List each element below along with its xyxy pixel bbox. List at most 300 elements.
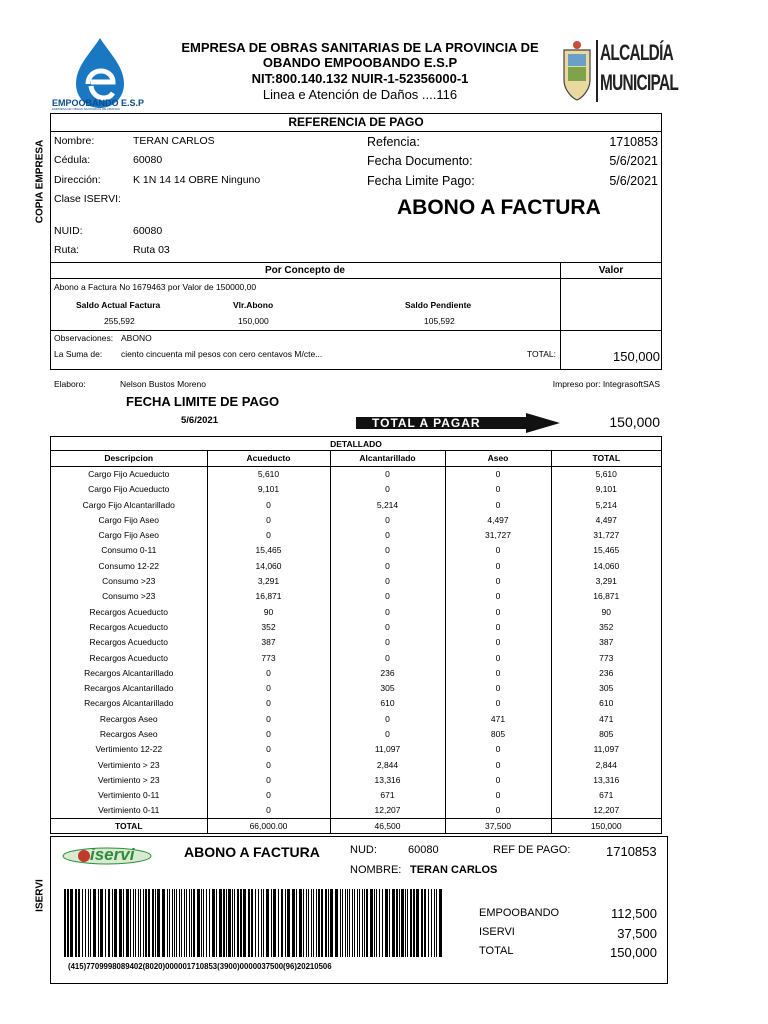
table-cell: 0 <box>445 757 551 772</box>
table-cell: Consumo >23 <box>102 576 156 587</box>
logo-text: EMPOOBANDO E.S.P <box>52 98 145 108</box>
barcode-bar <box>186 889 187 957</box>
barcode-bar <box>67 889 69 957</box>
iservi-logo <box>62 844 152 866</box>
table-cell: Vertimiento > 23 <box>97 759 160 770</box>
barcode-bar <box>93 889 96 957</box>
coupon-iservi-label: ISERVI <box>479 926 515 938</box>
table-cell: 471 <box>551 711 661 726</box>
table-cell: 0 <box>207 711 330 726</box>
barcode-bar <box>157 889 160 957</box>
table-cell: 0 <box>207 665 330 680</box>
table-cell: 0 <box>330 466 445 481</box>
table-cell: 610 <box>551 696 661 711</box>
table-row <box>51 466 661 481</box>
table-cell: 90 <box>207 604 330 619</box>
col-descripcion: Descripcion <box>51 451 207 466</box>
barcode-bar <box>306 889 307 957</box>
table-cell: 0 <box>207 696 330 711</box>
barcode-bar <box>287 889 290 957</box>
crest-icon <box>560 40 594 102</box>
barcode-bar <box>340 889 341 957</box>
barcode-bar <box>70 889 73 957</box>
totals-row <box>51 818 661 833</box>
barcode-bar <box>345 889 346 957</box>
barcode-bar <box>223 889 225 957</box>
table-cell: 0 <box>330 558 445 573</box>
barcode-bar <box>251 889 253 957</box>
barcode-bar <box>379 889 380 957</box>
direccion-label: Dirección: <box>54 174 101 186</box>
table-cell: Recargos Alcantarillado <box>84 698 174 709</box>
fecha-lim-label: Fecha Limite Pago: <box>367 174 475 188</box>
table-cell: Vertimiento 12-22 <box>95 744 163 755</box>
table-cell: 471 <box>445 711 551 726</box>
iservi-logo-text: iservi <box>90 845 135 864</box>
table-row <box>51 558 661 573</box>
barcode-text: (415)7709998089402(8020)000001710853(3900)0000037500(96)20210506 <box>68 962 332 971</box>
table-row <box>51 619 661 634</box>
barcode-bar <box>179 889 180 957</box>
barcode-bar <box>193 889 195 957</box>
coupon-title: ABONO A FACTURA <box>184 844 320 860</box>
ruta-label: Ruta: <box>54 244 80 256</box>
barcode-bar <box>174 889 175 957</box>
fecha-doc-label: Fecha Documento: <box>367 154 473 168</box>
barcode-bar <box>219 889 222 957</box>
barcode-bar <box>354 889 355 957</box>
table-cell: 0 <box>445 665 551 680</box>
table-cell: 0 <box>330 650 445 665</box>
damage-line: Linea e Atención de Daños ....116 <box>262 87 458 102</box>
table-cell: 0 <box>330 573 445 588</box>
barcode-bar <box>119 889 122 957</box>
table-cell: 0 <box>445 696 551 711</box>
table-cell: 31,727 <box>551 527 661 542</box>
clase-label: Clase ISERVI: <box>54 193 121 205</box>
fecha-lim-value: 5/6/2021 <box>609 174 658 188</box>
table-cell: 0 <box>445 604 551 619</box>
table-cell: 5,214 <box>551 497 661 512</box>
table-cell: Recargos Acueducto <box>89 652 168 663</box>
barcode-bar <box>240 889 242 957</box>
coupon-nud-label: NUD: <box>350 844 377 856</box>
table-row <box>51 742 661 757</box>
barcode-icon <box>64 889 444 957</box>
barcode-bar <box>169 889 170 957</box>
barcode-bar <box>296 889 297 957</box>
table-cell: Cargo Fijo Acueducto <box>88 484 170 495</box>
barcode-bar <box>191 889 192 957</box>
table-cell: 236 <box>330 665 445 680</box>
table-cell: 805 <box>445 726 551 741</box>
table-cell: 0 <box>330 604 445 619</box>
table-cell: Recargos Aseo <box>99 713 158 724</box>
barcode-bar <box>232 889 233 957</box>
barcode-bar <box>248 889 250 957</box>
barcode-bar <box>85 889 86 957</box>
barcode-bar <box>292 889 295 957</box>
table-cell: 0 <box>207 772 330 787</box>
table-cell: 671 <box>551 788 661 803</box>
detail-table <box>51 451 661 833</box>
fecha-limite-value: 5/6/2021 <box>181 415 218 426</box>
barcode-bar <box>362 889 363 957</box>
table-cell: 305 <box>330 680 445 695</box>
barcode-bar <box>330 889 333 957</box>
table-cell: 14,060 <box>207 558 330 573</box>
table-cell: 31,727 <box>445 527 551 542</box>
table-row <box>51 543 661 558</box>
saldo-actual-value: 255,592 <box>104 316 135 326</box>
saldo-actual-label: Saldo Actual Factura <box>76 300 161 310</box>
table-cell: Consumo 0-11 <box>101 545 157 556</box>
barcode-bar <box>316 889 317 957</box>
barcode-bar <box>234 889 235 957</box>
coupon-total-label: TOTAL <box>479 945 514 957</box>
table-cell: 0 <box>445 619 551 634</box>
table-cell: 15,465 <box>551 543 661 558</box>
barcode-bar <box>313 889 314 957</box>
direccion-value: K 1N 14 14 OBRE Ninguno <box>133 174 261 186</box>
table-row <box>51 604 661 619</box>
alcaldia-divider <box>596 40 598 102</box>
barcode-bar <box>228 889 231 957</box>
total-label: TOTAL: <box>527 349 556 359</box>
table-cell: 773 <box>207 650 330 665</box>
barcode-bar <box>172 889 173 957</box>
barcode-bar <box>385 889 388 957</box>
barcode-bar <box>203 889 204 957</box>
table-row <box>51 711 661 726</box>
barcode-bar <box>431 889 432 957</box>
table-cell: 12,207 <box>330 803 445 818</box>
coupon-empoobando-value: 112,500 <box>610 906 657 921</box>
barcode-bar <box>273 889 276 957</box>
nuid-label: NUID: <box>54 225 83 237</box>
vlr-abono-value: 150,000 <box>238 316 269 326</box>
table-cell: Cargo Fijo Alcantarillado <box>82 499 175 510</box>
table-cell: Consumo >23 <box>102 591 156 602</box>
cedula-value: 60080 <box>133 154 163 166</box>
table-cell: 0 <box>330 726 445 741</box>
table-cell: 0 <box>330 482 445 497</box>
table-cell: 0 <box>445 803 551 818</box>
table-cell: 0 <box>330 527 445 542</box>
valor-header: Valor <box>598 265 624 276</box>
totals-acueducto: 66,000.00 <box>207 818 330 833</box>
barcode-bar <box>382 889 383 957</box>
table-cell: 0 <box>445 543 551 558</box>
total-a-pagar-value: 150,000 <box>609 414 660 430</box>
municipal-crest <box>560 40 594 102</box>
table-row <box>51 772 661 787</box>
suma-label: La Suma de: <box>54 349 103 359</box>
nombre-value: TERAN CARLOS <box>133 135 215 147</box>
barcode-bar <box>424 889 426 957</box>
barcode-bar <box>197 889 200 957</box>
table-row <box>51 665 661 680</box>
barcode-bar <box>374 889 375 957</box>
barcode-bar <box>138 889 139 957</box>
barcode-bar <box>176 889 177 957</box>
barcode-bar <box>349 889 350 957</box>
table-cell: Recargos Aseo <box>99 728 158 739</box>
barcode-bar <box>100 889 103 957</box>
table-cell: 0 <box>445 742 551 757</box>
table-cell: 352 <box>551 619 661 634</box>
barcode-bar <box>88 889 89 957</box>
table-cell: 0 <box>445 650 551 665</box>
col-total: TOTAL <box>551 451 661 466</box>
barcode-bar <box>155 889 156 957</box>
table-cell: 0 <box>445 772 551 787</box>
barcode-bar <box>401 889 404 957</box>
table-cell: Recargos Acueducto <box>89 606 168 617</box>
table-row <box>51 497 661 512</box>
table-cell: 236 <box>551 665 661 680</box>
table-cell: 11,097 <box>551 742 661 757</box>
reference-title: REFERENCIA DE PAGO <box>288 115 424 129</box>
table-cell: 0 <box>330 635 445 650</box>
barcode-bar <box>299 889 302 957</box>
coupon-ref-label: REF DE PAGO: <box>493 844 571 856</box>
coupon-total-value: 150,000 <box>610 945 657 960</box>
table-cell: Cargo Fijo Aseo <box>98 530 159 541</box>
table-cell: 9,101 <box>551 482 661 497</box>
barcode-bar <box>278 889 279 957</box>
barcode-bar <box>421 889 423 957</box>
nombre-label: Nombre: <box>54 135 95 147</box>
barcode-bar <box>123 889 124 957</box>
barcode-bar <box>328 889 329 957</box>
barcode-bar <box>410 889 412 957</box>
table-row <box>51 482 661 497</box>
impreso-por: Impreso por: IntegrasoftSAS <box>552 379 660 389</box>
barcode-bar <box>243 889 246 957</box>
barcode-bar <box>148 889 150 957</box>
table-cell: Cargo Fijo Acueducto <box>88 469 170 480</box>
col-aseo: Aseo <box>445 451 551 466</box>
barcode-bar <box>90 889 91 957</box>
detail-title: DETALLADO <box>51 437 661 451</box>
fecha-limite-title: FECHA LIMITE DE PAGO <box>126 394 280 409</box>
barcode-bar <box>130 889 131 957</box>
table-cell: 0 <box>445 589 551 604</box>
barcode-bar <box>364 889 365 957</box>
barcode-bar <box>399 889 400 957</box>
barcode-bar <box>140 889 141 957</box>
table-cell: 0 <box>207 788 330 803</box>
col-acueducto: Acueducto <box>207 451 330 466</box>
copia-empresa-label: COPIA EMPRESA <box>34 139 46 224</box>
barcode-bar <box>389 889 390 957</box>
table-cell: 0 <box>445 680 551 695</box>
table-row <box>51 680 661 695</box>
logo-subtext: EMPRESA DE OBRAS SANITARIAS DE OBANDO <box>52 107 121 111</box>
barcode-bar <box>376 889 377 957</box>
barcode-bar <box>167 889 168 957</box>
table-cell: Vertimiento > 23 <box>97 774 160 785</box>
table-cell: 0 <box>445 573 551 588</box>
barcode-bar <box>428 889 429 957</box>
col-alcantarillado: Alcantarillado <box>330 451 445 466</box>
concepto-line: Abono a Factura No 1679463 por Valor de 150000,00 <box>54 282 257 292</box>
table-cell: 0 <box>330 589 445 604</box>
alcaldia-line2: MUNICIPAL <box>600 70 679 95</box>
table-cell: 3,291 <box>551 573 661 588</box>
barcode-bar <box>285 889 286 957</box>
table-cell: 11,097 <box>330 742 445 757</box>
barcode-bar <box>347 889 348 957</box>
table-cell: Recargos Alcantarillado <box>84 667 174 678</box>
table-cell: 0 <box>445 558 551 573</box>
barcode-bar <box>359 889 360 957</box>
barcode-bar <box>78 889 80 957</box>
iservi-side-label: ISERVI <box>34 879 46 912</box>
detail-box <box>50 436 662 834</box>
cedula-label: Cédula: <box>54 154 91 166</box>
table-cell: 5,610 <box>551 466 661 481</box>
table-cell: 9,101 <box>207 482 330 497</box>
barcode-bar <box>64 889 66 957</box>
table-cell: 5,610 <box>207 466 330 481</box>
coupon-nud-value: 60080 <box>408 844 439 856</box>
coupon-iservi-value: 37,500 <box>617 926 657 941</box>
totals-alcantarillado: 46,500 <box>330 818 445 833</box>
barcode-bar <box>226 889 227 957</box>
barcode-bar <box>271 889 272 957</box>
table-cell: 0 <box>330 619 445 634</box>
barcode-bar <box>237 889 239 957</box>
barcode <box>64 889 444 957</box>
table-cell: 773 <box>551 650 661 665</box>
coupon-nombre-value: TERAN CARLOS <box>410 864 498 876</box>
refencia-value: 1710853 <box>609 135 658 149</box>
barcode-bar <box>181 889 182 957</box>
barcode-bar <box>263 889 264 957</box>
barcode-bar <box>82 889 83 957</box>
barcode-bar <box>105 889 106 957</box>
barcode-bar <box>212 889 215 957</box>
table-cell: Recargos Acueducto <box>89 621 168 632</box>
table-row <box>51 573 661 588</box>
table-cell: 0 <box>207 527 330 542</box>
table-cell: 13,316 <box>330 772 445 787</box>
totals-aseo: 37,500 <box>445 818 551 833</box>
table-cell: 13,316 <box>551 772 661 787</box>
barcode-bar <box>145 889 147 957</box>
barcode-bar <box>416 889 419 957</box>
barcode-bar <box>434 889 435 957</box>
observaciones-value: ABONO <box>121 333 152 343</box>
concepto-header: Por Concepto de <box>264 265 345 276</box>
barcode-bar <box>162 889 165 957</box>
table-cell: 2,844 <box>551 757 661 772</box>
barcode-bar <box>143 889 144 957</box>
barcode-bar <box>108 889 110 957</box>
barcode-bar <box>321 889 323 957</box>
barcode-bar <box>98 889 99 957</box>
totals-total: 150,000 <box>551 818 661 833</box>
barcode-bar <box>112 889 113 957</box>
barcode-bar <box>405 889 406 957</box>
table-cell: Recargos Alcantarillado <box>84 683 174 694</box>
table-cell: 0 <box>207 680 330 695</box>
table-row <box>51 650 661 665</box>
barcode-bar <box>114 889 117 957</box>
barcode-bar <box>75 889 77 957</box>
coupon-ref-value: 1710853 <box>606 844 657 859</box>
barcode-bar <box>352 889 353 957</box>
barcode-bar <box>281 889 283 957</box>
coupon-nombre-label: NOMBRE: <box>350 864 402 876</box>
barcode-bar <box>303 889 304 957</box>
table-cell: Cargo Fijo Aseo <box>98 514 159 525</box>
table-cell: 16,871 <box>551 589 661 604</box>
table-cell: Consumo 12-22 <box>98 560 159 571</box>
table-row <box>51 527 661 542</box>
table-cell: 2,844 <box>330 757 445 772</box>
table-cell: 0 <box>330 711 445 726</box>
barcode-bar <box>209 889 210 957</box>
table-cell: 12,207 <box>551 803 661 818</box>
barcode-bar <box>366 889 368 957</box>
table-cell: Recargos Acueducto <box>89 637 168 648</box>
barcode-bar <box>357 889 358 957</box>
barcode-bar <box>152 889 154 957</box>
barcode-bar <box>189 889 190 957</box>
table-cell: 0 <box>445 497 551 512</box>
vlr-abono-label: Vlr.Abono <box>233 300 274 310</box>
table-cell: 0 <box>207 803 330 818</box>
table-cell: 805 <box>551 726 661 741</box>
table-cell: 15,465 <box>207 543 330 558</box>
barcode-bar <box>407 889 408 957</box>
table-cell: 0 <box>445 635 551 650</box>
barcode-bar <box>318 889 320 957</box>
table-cell: 4,497 <box>445 512 551 527</box>
barcode-bar <box>308 889 309 957</box>
barcode-bar <box>370 889 373 957</box>
company-name-line1: EMPRESA DE OBRAS SANITARIAS DE LA PROVINCIA DE <box>181 40 539 55</box>
barcode-bar <box>325 889 327 957</box>
alcaldia-line1: ALCALDÍA <box>600 40 674 65</box>
barcode-bar <box>311 889 312 957</box>
barcode-bar <box>342 889 343 957</box>
table-cell: 387 <box>207 635 330 650</box>
saldo-pend-label: Saldo Pendiente <box>405 300 472 310</box>
elaboro-label: Elaboro: <box>54 379 86 389</box>
company-name-line2: OBANDO EMPOOBANDO E.S.P <box>262 55 458 70</box>
table-cell: 0 <box>207 757 330 772</box>
company-nit: NIT:800.140.132 NUIR-1-52356000-1 <box>251 71 469 86</box>
table-row <box>51 635 661 650</box>
table-cell: 0 <box>207 742 330 757</box>
refencia-label: Refencia: <box>367 135 420 149</box>
table-cell: Vertimiento 0-11 <box>98 805 160 816</box>
table-cell: 387 <box>551 635 661 650</box>
barcode-bar <box>184 889 185 957</box>
table-cell: 3,291 <box>207 573 330 588</box>
total-value: 150,000 <box>613 349 660 364</box>
saldo-pend-value: 105,592 <box>424 316 455 326</box>
barcode-bar <box>201 889 202 957</box>
table-row <box>51 788 661 803</box>
ruta-value: Ruta 03 <box>133 244 170 256</box>
table-row <box>51 757 661 772</box>
barcode-bar <box>436 889 437 957</box>
